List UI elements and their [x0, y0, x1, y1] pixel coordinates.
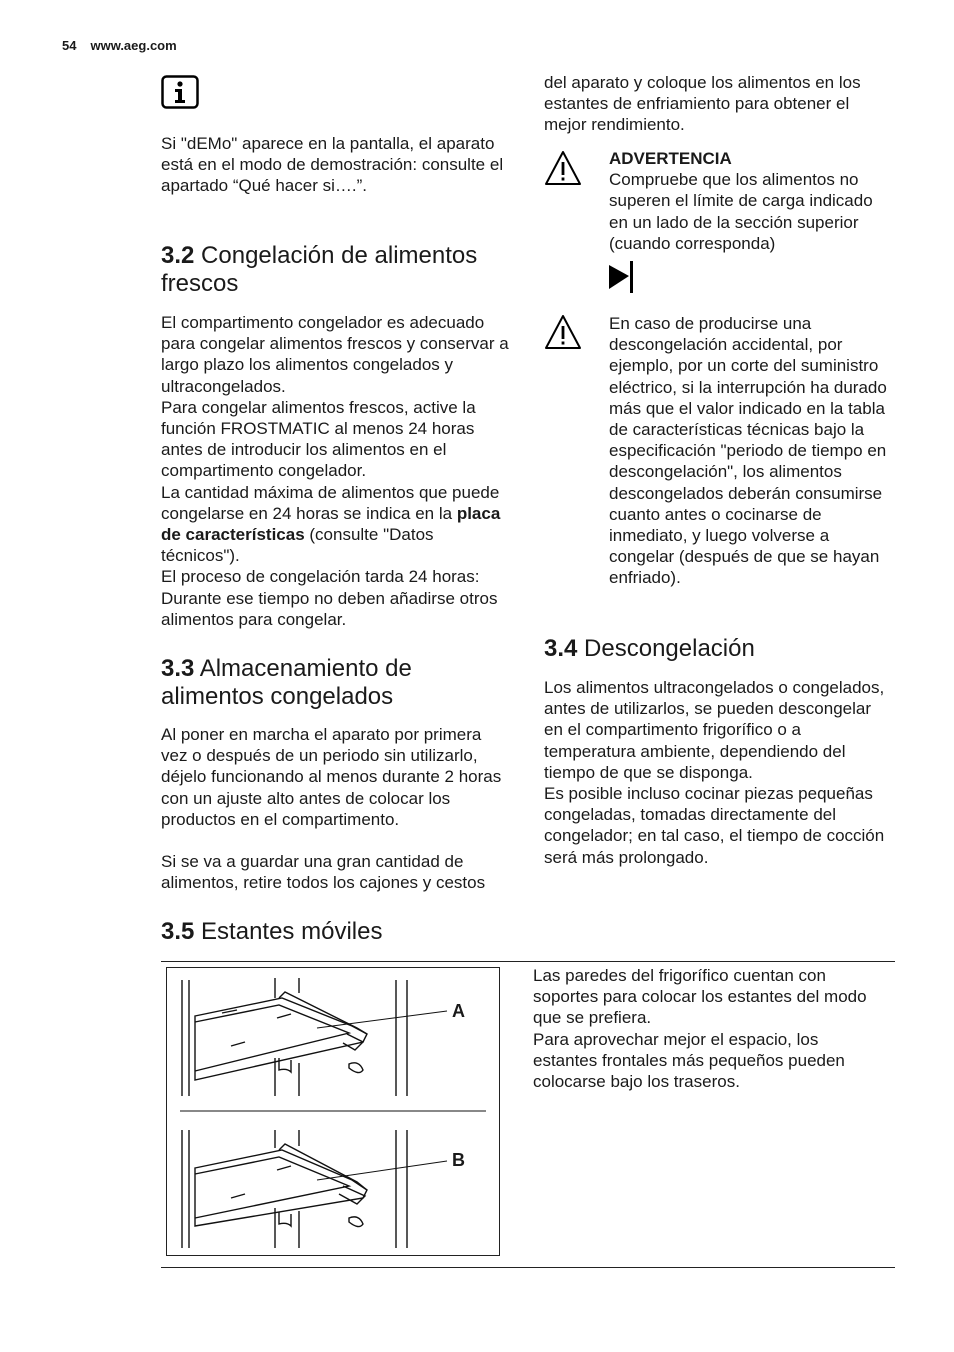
info-icon [161, 75, 199, 114]
paragraph: Si se va a guardar una gran cantidad de alimentos, retire todos los cajones y cestos [161, 852, 486, 893]
table-bottom-rule [161, 1267, 895, 1268]
paragraph: El compartimento congelador es adecuado para congelar alimentos frescos y conservar a largo plazo los alimentos congelados y ultracongelados. [161, 313, 509, 396]
section-number: 3.5 [161, 918, 195, 945]
paragraph-continued: del aparato y coloque los alimentos en los estantes de enfriamiento para obtener el mejor rendimiento. [544, 73, 861, 135]
section-number: 3.4 [544, 635, 578, 662]
paragraph: Al poner en marcha el aparato por primera vez o después de un periodo sin utilizarlo, déjelo funcionando al menos durante 2 horas con un ajuste alto antes de colocar los productos en el compartimento. [161, 725, 502, 829]
section-3-3-p2-col1 [161, 851, 511, 893]
section-3-3-p2-col2 [544, 72, 894, 136]
section-3-5-body [533, 965, 878, 1092]
section-3-4-heading [544, 635, 894, 663]
load-limit-icon [609, 259, 635, 300]
info-note [161, 133, 506, 197]
text-run: La cantidad máxima de alimentos que puede congelarse en 24 horas se indica en la [161, 482, 500, 523]
paragraph: Para congelar alimentos frescos, active la función FROSTMATIC al menos 24 horas antes de introducir los alimentos en el compartimento congelador. [161, 397, 476, 481]
warning-2 [609, 313, 894, 589]
bold-term: placa de características [161, 503, 501, 545]
warning-text: En caso de producirse una descongelación accidental, por ejemplo, por un corte del suministro eléctrico, si la interrupción ha durado más que el valor indicado en la tabla de características técnicas bajo la especificación "periodo de tiempo en descongelación", los alimentos descongelados deberán consumirse cuanto antes o cocinarse de inmediato, y luego volverse a congelar (después de que se hayan enfriado). [609, 314, 887, 588]
section-title: Descongelación [584, 635, 755, 662]
info-note-text: Si "dEMo" aparece en la pantalla, el aparato está en el modo de demostración: consulte el apartado “Qué hacer si….”. [161, 134, 504, 196]
label-b: B [452, 1150, 465, 1170]
section-3-4-body [544, 677, 894, 868]
page-header [62, 38, 191, 53]
paragraph: Los alimentos ultracongelados o congelados, antes de utilizarlos, se pueden descongelar en el compartimento frigorífico o a temperatura ambiente, dependiendo del tiempo de que se disponga. [544, 678, 885, 782]
warning-icon [544, 314, 582, 355]
section-3-2-heading [161, 242, 521, 298]
section-title: Estantes móviles [201, 918, 383, 945]
paragraph: Es posible incluso cocinar piezas pequeñas congeladas, tomadas directamente del congelador; en tal caso, el tiempo de cocción será más prolongado. [544, 784, 885, 867]
text-run: (consulte "Datos técnicos"). [161, 525, 434, 566]
shelf-illustration [166, 967, 500, 1256]
section-3-2-body [161, 312, 515, 630]
paragraph [161, 482, 515, 567]
paragraph: Para aprovechar mejor el espacio, los estantes frontales más pequeños pueden colocarse bajo los traseros. [533, 1029, 845, 1092]
section-title: Almacenamiento de alimentos congelados [161, 655, 412, 710]
table-top-rule [161, 961, 895, 962]
warning-title: ADVERTENCIA [609, 149, 732, 168]
section-3-3-body [161, 724, 511, 830]
paragraph: Las paredes del frigorífico cuentan con soportes para colocar los estantes del modo que se prefiera. [533, 966, 867, 1028]
paragraph: El proceso de congelación tarda 24 horas: Durante ese tiempo no deben añadirse otros alimentos para congelar. [161, 567, 498, 629]
section-3-5-heading [161, 918, 661, 946]
warning-1 [609, 148, 894, 254]
warning-icon [544, 150, 582, 191]
shelf-drawing [167, 968, 499, 1255]
section-number: 3.3 [161, 655, 195, 682]
warning-text: Compruebe que los alimentos no superen el límite de carga indicado en un lado de la sección superior (cuando corresponda) [609, 170, 873, 253]
label-a: A [452, 1001, 465, 1021]
section-number: 3.2 [161, 242, 195, 269]
page-number: 54 [62, 38, 77, 53]
header-url: www.aeg.com [90, 38, 177, 53]
section-3-3-heading [161, 655, 521, 711]
section-title: Congelación de alimentos frescos [161, 242, 478, 297]
